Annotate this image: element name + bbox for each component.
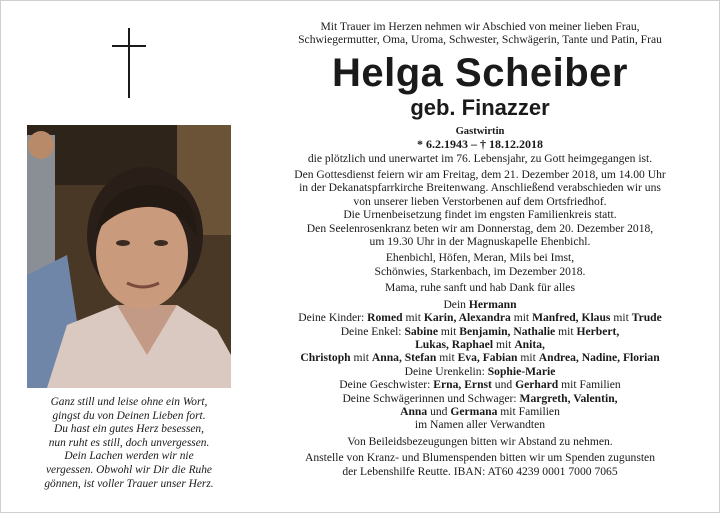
life-dates: * 6.2.1943 – † 18.12.2018	[417, 137, 543, 152]
maiden-name: geb. Finazzer	[410, 94, 550, 120]
children-line: Deine Kinder: Romed mit Karin, Alexandra mit Manfred, Klaus mit Trude	[298, 311, 662, 325]
in-laws-line: Anna und Germana mit Familien	[400, 404, 560, 418]
farewell-line: Mama, ruhe sanft und hab Dank für alles	[385, 281, 575, 295]
relatives-line: im Namen aller Verwandten	[414, 418, 546, 432]
donation-note: Anstelle von Kranz- und Blumenspenden bitten wir um Spenden zugunsten der Lebenshilfe Reutte. IBAN: AT60 4239 0001 7000 7065	[305, 451, 655, 478]
service-text: Den Gottesdienst feiern wir am Freitag, dem 21. Dezember 2018, um 14.00 Uhr in der Dekanatspfarrkirche Breitenwang. Anschließend verabschieden wir uns von unserer lieben Verstorbenen auf dem Ortsfriedhof. Die Urnenbeisetzung findet im engsten Familienkreis statt. Den Seelenrosenkranz beten wir am Donnerstag, dem 20. Dezember 2018, um 19.30 Uhr in der Magnuskapelle Ehenbichl.	[294, 168, 666, 249]
husband-line: Dein Hermann	[443, 297, 517, 311]
death-text: die plötzlich und unerwartet im 76. Lebensjahr, zu Gott heimgegangen ist.	[307, 151, 653, 165]
places-date: Ehenbichl, Höfen, Meran, Mils bei Imst, Schönwies, Starkenbach, im Dezember 2018.	[374, 251, 586, 278]
in-laws-line: Deine Schwägerinnen und Schwager: Margreth, Valentin,	[342, 391, 618, 405]
cross-icon	[112, 28, 146, 98]
grandchildren-line: Lukas, Raphael mit Anita,	[415, 337, 545, 351]
great-grandchild-line: Deine Urenkelin: Sophie-Marie	[404, 364, 556, 378]
occupation: Gastwirtin	[455, 125, 505, 137]
portrait-photo	[27, 125, 231, 388]
deceased-name: Helga Scheiber	[331, 50, 628, 95]
grandchildren-line: Deine Enkel: Sabine mit Benjamin, Nathalie mit Herbert,	[340, 324, 620, 338]
poem: Ganz still und leise ohne ein Wort, gingst du von Deinen Lieben fort. Du hast ein gutes Herz besessen, nun ruht es still, doch unvergessen. Dein Lachen werden wir nie vergessen. Obwohl wir Dir die Ruhe gönnen, ist voller Trauer unser Herz.	[44, 396, 214, 490]
obituary-text	[258, 20, 702, 478]
grandchildren-line: Christoph mit Anna, Stefan mit Eva, Fabian mit Andrea, Nadine, Florian	[300, 351, 660, 365]
siblings-line: Deine Geschwister: Erna, Ernst und Gerhard mit Familien	[339, 378, 621, 392]
mourners-list	[258, 298, 702, 432]
condolence-note: Von Beileidsbezeugungen bitten wir Abstand zu nehmen.	[347, 434, 613, 448]
intro-text: Mit Trauer im Herzen nehmen wir Abschied von meiner lieben Frau, Schwiegermutter, Oma, Uroma, Schwester, Schwägerin, Tante und Patin, Frau	[298, 20, 662, 47]
